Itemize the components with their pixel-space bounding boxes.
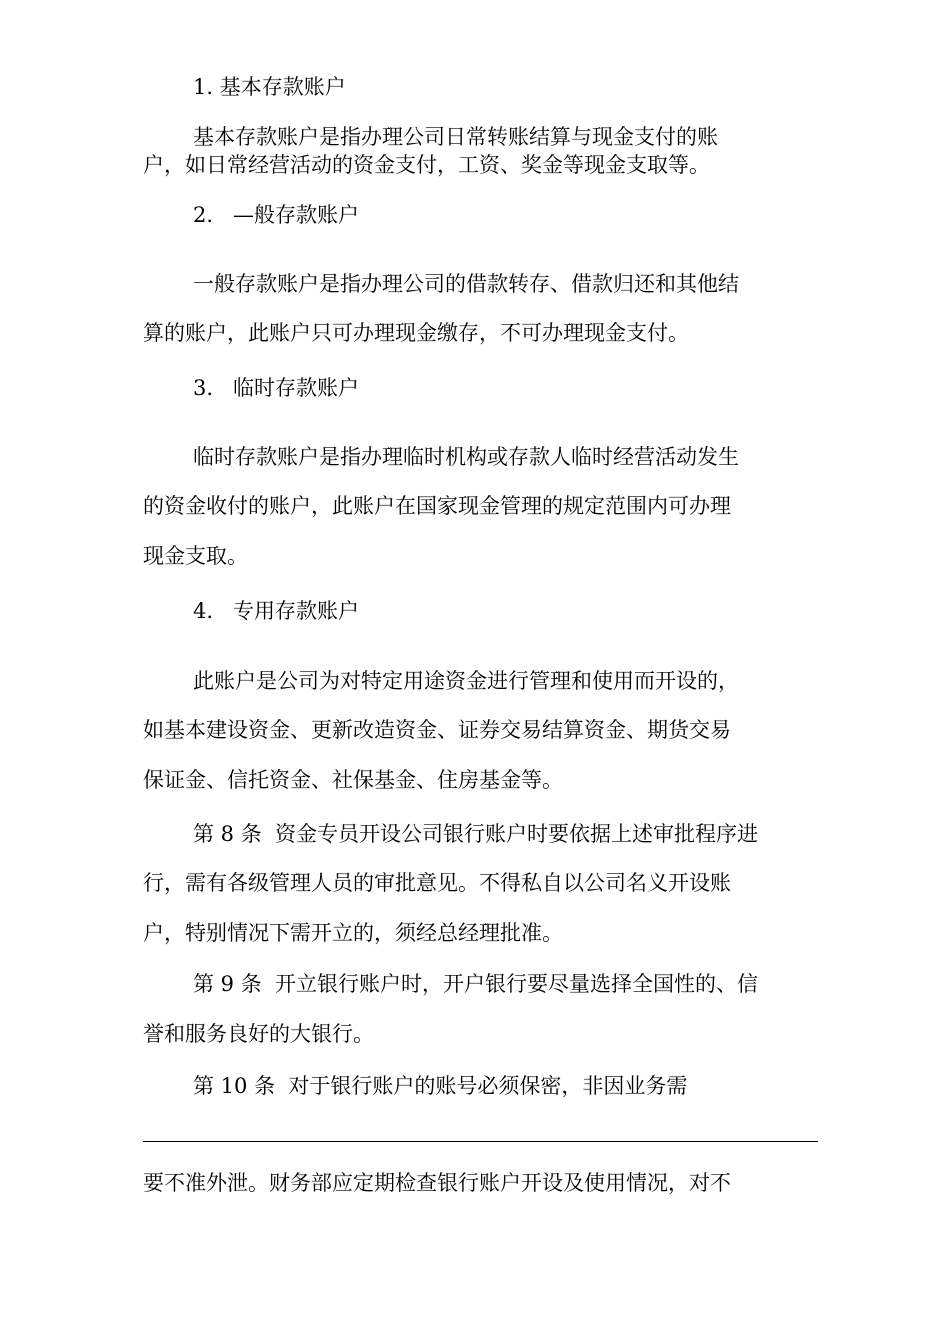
paragraph-line: 如基本建设资金、更新改造资金、证券交易结算资金、期货交易 bbox=[143, 718, 731, 742]
page-divider bbox=[143, 1141, 818, 1142]
article-10-line: 第 10 条 对于银行账户的账号必须保密，非因业务需 bbox=[193, 1074, 688, 1098]
article-8-line: 第 8 条 资金专员开设公司银行账户时要依据上述审批程序进 bbox=[193, 822, 759, 846]
paragraph-line: 基本存款账户是指办理公司日常转账结算与现金支付的账 bbox=[193, 125, 718, 149]
article-8-line: 行，需有各级管理人员的审批意见。不得私自以公司名义开设账 bbox=[143, 871, 731, 895]
continuation-line: 要不准外泄。财务部应定期检查银行账户开设及使用情况，对不 bbox=[143, 1171, 731, 1195]
paragraph-line: 算的账户，此账户只可办理现金缴存，不可办理现金支付。 bbox=[143, 321, 689, 345]
paragraph-line: 现金支取。 bbox=[143, 544, 248, 568]
paragraph-line: 临时存款账户是指办理临时机构或存款人临时经营活动发生 bbox=[193, 445, 739, 469]
heading-temporary-account: 3. 临时存款账户 bbox=[193, 376, 360, 400]
paragraph-line: 此账户是公司为对特定用途资金进行管理和使用而开设的， bbox=[193, 669, 739, 693]
article-8-line: 户，特别情况下需开立的，须经总经理批准。 bbox=[143, 921, 563, 945]
paragraph-line: 保证金、信托资金、社保基金、住房基金等。 bbox=[143, 768, 563, 792]
heading-special-account: 4. 专用存款账户 bbox=[193, 599, 360, 623]
paragraph-line: 的资金收付的账户，此账户在国家现金管理的规定范围内可办理 bbox=[143, 494, 731, 518]
article-9-line: 誉和服务良好的大银行。 bbox=[143, 1022, 374, 1046]
paragraph-line: 一般存款账户是指办理公司的借款转存、借款归还和其他结 bbox=[193, 272, 739, 296]
paragraph-line: 户，如日常经营活动的资金支付，工资、奖金等现金支取等。 bbox=[143, 153, 710, 177]
heading-general-account: 2. —般存款账户 bbox=[193, 203, 360, 227]
heading-basic-account: 1. 基本存款账户 bbox=[193, 75, 346, 99]
article-9-line: 第 9 条 开立银行账户时，开户银行要尽量选择全国性的、信 bbox=[193, 972, 759, 996]
